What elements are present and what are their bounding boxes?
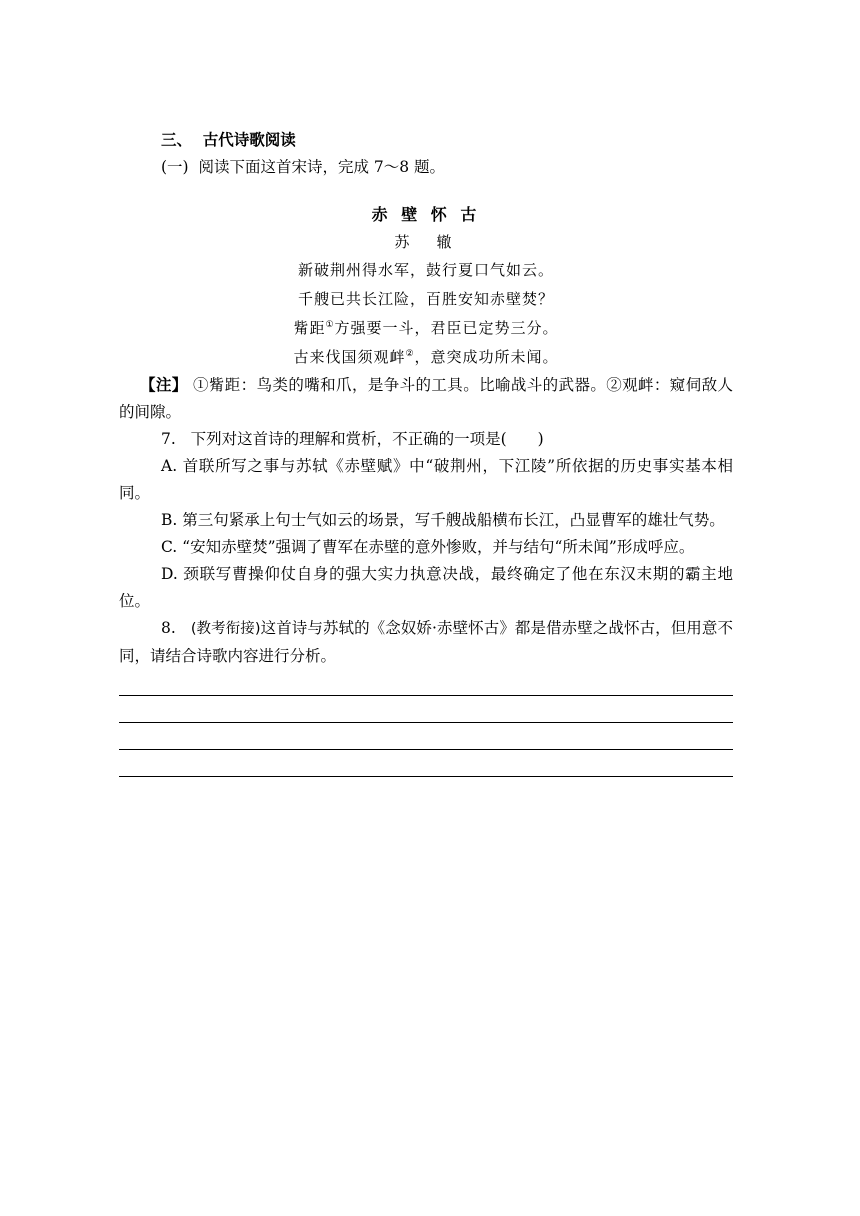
- question-8-text: 这首诗与苏轼的《念奴娇·赤壁怀古》都是借赤壁之战怀古，但用意不同，请结合诗歌内容进行分析。: [119, 619, 733, 665]
- question-8-number: 8.: [161, 619, 191, 637]
- poem: [119, 200, 733, 372]
- question-7-option-a: A. 首联所写之事与苏轼《赤壁赋》中“破荆州，下江陵”所依据的历史事实基本相同。: [119, 457, 733, 502]
- reading-instruction: (一) 阅读下面这首宋诗，完成 7～8 题。: [161, 158, 446, 176]
- poem-title: 赤 壁 怀 古: [371, 205, 481, 224]
- question-8-tag: (教考衔接): [190, 621, 261, 637]
- question-7-stem: 7. 下列对这首诗的理解和赏析，不正确的一项是( ): [161, 430, 544, 448]
- poem-line: [119, 256, 733, 285]
- answer-line[interactable]: [119, 678, 733, 696]
- question-7-option-b: B. 第三句紧承上句士气如云的场景，写千艘战船横布长江，凸显曹军的雄壮气势。: [161, 511, 725, 529]
- poem-line: [119, 314, 733, 343]
- poem-line-text: 新破荆州得水军，鼓行夏口气如云。: [297, 261, 554, 279]
- answer-area[interactable]: [119, 678, 733, 777]
- poem-line-text: 古来伐国须观衅: [293, 348, 406, 366]
- poem-line: [119, 343, 733, 372]
- question-7-option-d: D. 颈联写曹操仰仗自身的强大实力执意决战，最终确定了他在东汉末期的霸主地位。: [119, 565, 733, 610]
- question-8: [119, 615, 733, 670]
- footnote-marker: ①: [325, 320, 335, 330]
- document-content: [119, 127, 733, 777]
- poem-line-text: 千艘已共长江险，百胜安知赤壁焚？: [297, 290, 554, 308]
- notes-text: ①觜距：鸟类的嘴和爪，是争斗的工具。比喻战斗的武器。②观衅：窥伺敌人的间隙。: [119, 376, 733, 421]
- notes-label: 【注】: [140, 376, 188, 394]
- poem-notes: [119, 372, 733, 426]
- answer-line[interactable]: [119, 696, 733, 723]
- poem-line: [119, 285, 733, 314]
- poem-author: 苏 辙: [394, 233, 458, 251]
- poem-line-text: 方强要一斗，君臣已定势三分。: [334, 319, 559, 337]
- section-title: 三、 古代诗歌阅读: [161, 131, 296, 149]
- answer-line[interactable]: [119, 750, 733, 777]
- question-7-option-c: C. “安知赤壁焚”强调了曹军在赤壁的意外惨败，并与结句“所未闻”形成呼应。: [161, 538, 695, 556]
- poem-line-text: 觜距: [293, 319, 326, 337]
- footnote-marker: ②: [405, 349, 415, 359]
- answer-line[interactable]: [119, 723, 733, 750]
- poem-line-text: ，意突成功所未闻。: [414, 348, 559, 366]
